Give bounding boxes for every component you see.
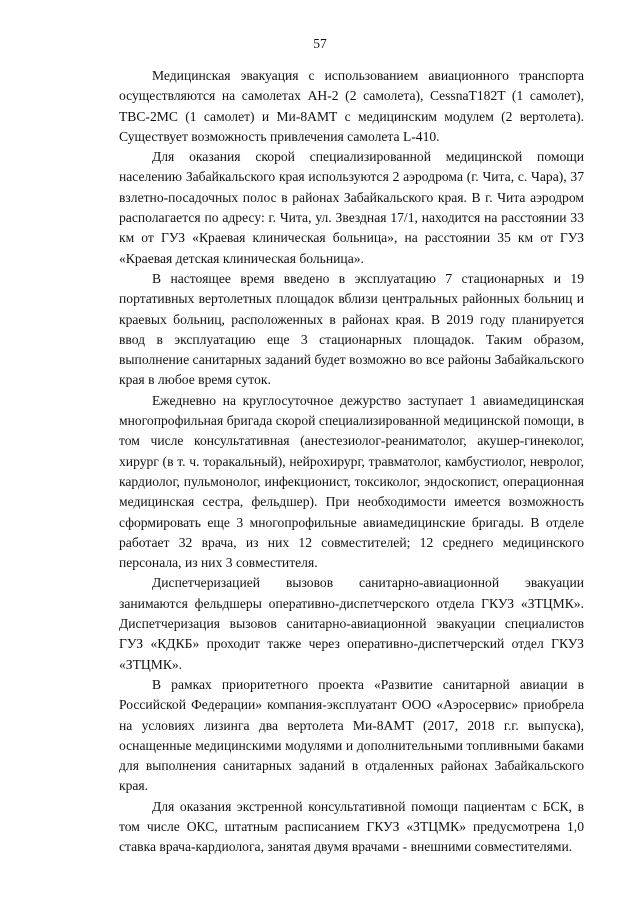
paragraph-aerodromes: Для оказания скорой специализированной медицинской помощи населению Забайкальского края используются 2 аэродрома (г. Чита, с. Чара), 37 взлетно-посадочных полос в районах Забайкальского края. В г. Чита аэродром располагается по адресу: г. Чита, ул. Звездная 17/1, находится на расстоянии 33 км от ГУЗ «Краевая клиническая больница», на расстоянии 35 км от ГУЗ «Краевая детская клиническая больница». <box>119 149 584 266</box>
paragraph-priority-project: В рамках приоритетного проекта «Развитие санитарной авиации в Российской Федерации» компания-эксплуатант ООО «Аэросервис» приобрела на условиях лизинга два вертолета Ми-8АМТ (2017, 2018 г.г. выпуска), оснащенные медицинскими модулями и дополнительными топливными баками для выполнения санитарных заданий в отдаленных районах Забайкальского края. <box>119 676 584 794</box>
paragraph-helipads: В настоящее время введено в эксплуатацию 7 стационарных и 19 портативных вертолетных площадок вблизи центральных районных больниц и краевых больниц, расположенных в районах края. В 2019 году планируется ввод в эксплуатацию еще 3 стационарных площадок. Таким образом, выполнение санитарных заданий будет возможно во все районы Забайкальского края в любое время суток. <box>119 270 584 388</box>
paragraph-cardiology: Для оказания экстренной консультативной помощи пациентам с БСК, в том числе ОКС, штатным расписанием ГКУЗ «ЗТЦМК» предусмотрена 1,0 ставка врача-кардиолога, занятая двумя врачами - внешними совместителями. <box>119 798 584 855</box>
paragraph-medical-team: Ежедневно на круглосуточное дежурство заступает 1 авиамедицинская многопрофильная бригада скорой специализированной медицинской помощи, в том числе консультативная (анестезиолог-реаниматолог, акушер-гинеколог, хирург (в т. ч. торакальный), нейрохирург, травматолог, камбустиолог, невролог, кардиолог, пульмонолог, инфекционист, токсиколог, эндоскопист, операционная медицинская сестра, фельдшер). При необходимости имеется возможность сформировать еще 3 многопрофильные авиамедицинские бригады. В отделе работает 32 врача, из них 12 совместителей; 12 среднего медицинского персонала, из них 3 совместителя. <box>119 392 584 571</box>
document-body <box>119 66 584 858</box>
paragraph-dispatch: Диспетчеризацией вызовов санитарно-авиационной эвакуации занимаются фельдшеры оперативно-диспетчерского отдела ГКУЗ «ЗТЦМК». Диспетчеризация вызовов санитарно-авиационной эвакуации специалистов ГУЗ «КДКБ» проходит также через оперативно-диспетчерский отдел ГКУЗ «ЗТЦМК». <box>119 575 584 672</box>
page-number: 57 <box>313 36 327 51</box>
paragraph-evacuation-aircraft: Медицинская эвакуация с использованием авиационного транспорта осуществляются на самолетах АН-2 (2 самолета), CessnaT182T (1 самолет), ТВС-2МС (1 самолет) и Ми-8АМТ с медицинским модулем (2 вертолета). Существует возможность привлечения самолета L-410. <box>119 68 584 144</box>
